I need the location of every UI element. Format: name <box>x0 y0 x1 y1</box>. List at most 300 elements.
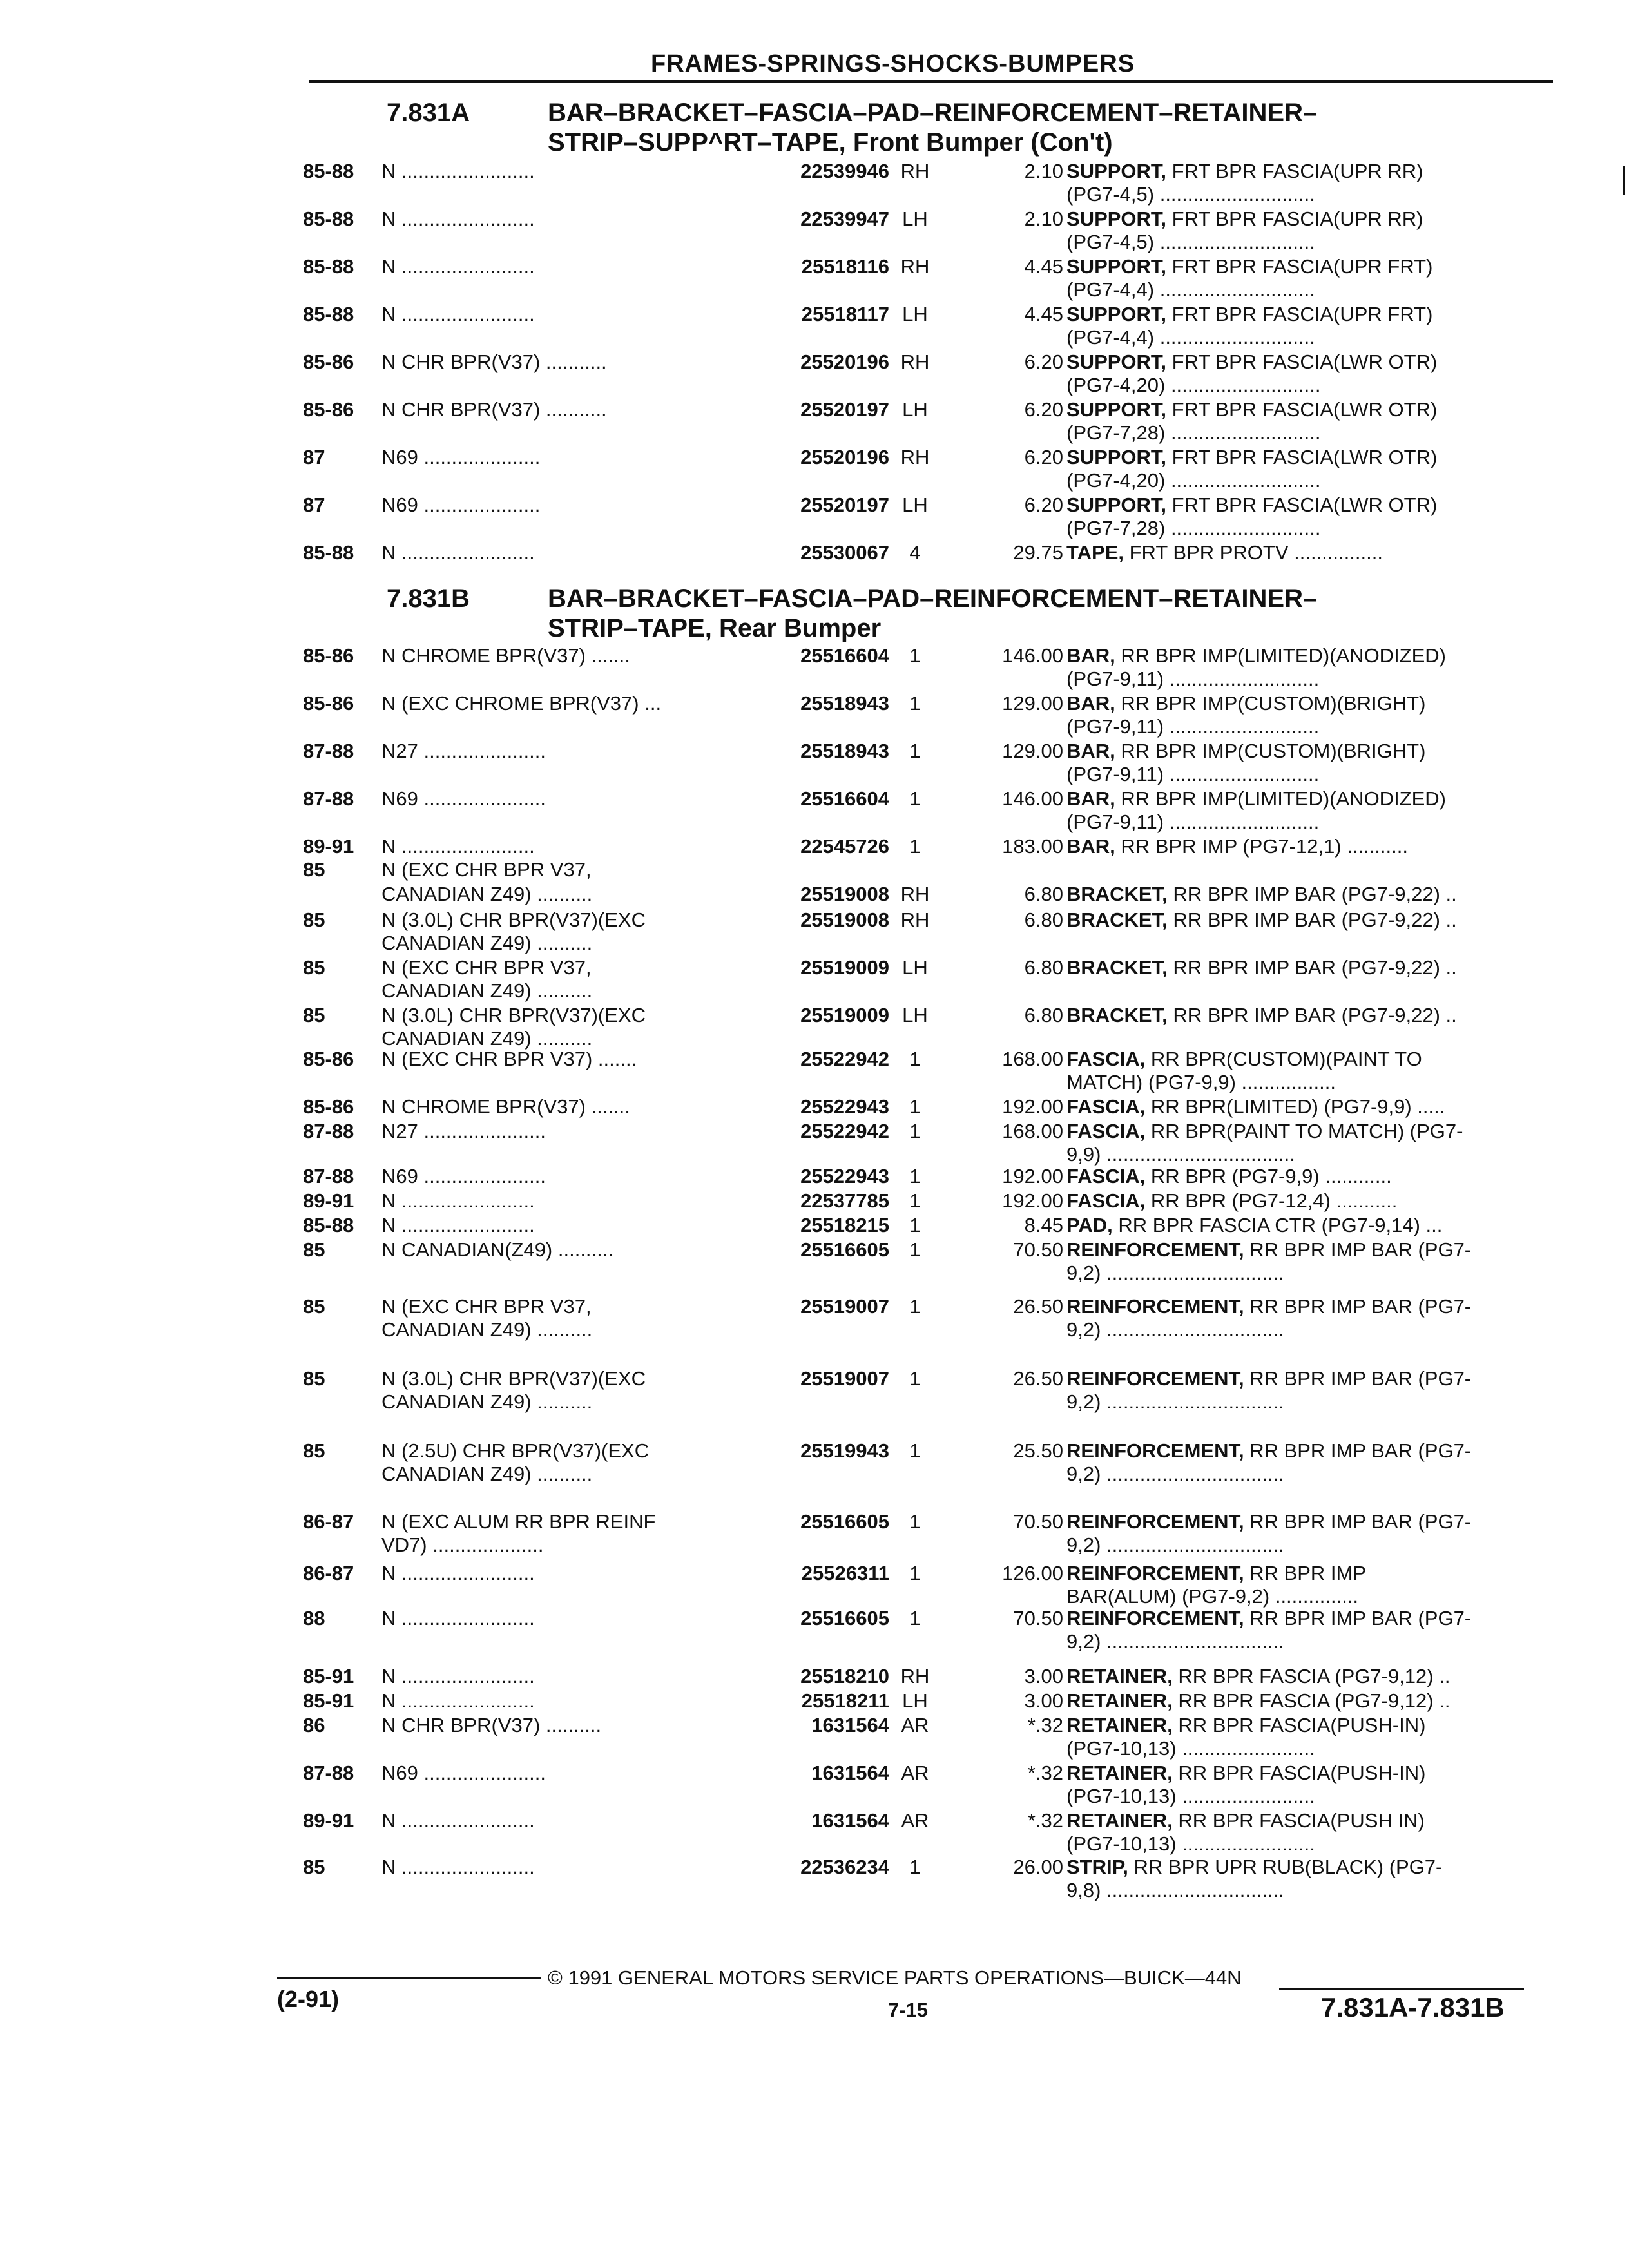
part-name-keyword: BAR, <box>1066 787 1115 810</box>
quantity: LH <box>902 1004 928 1026</box>
price: 168.00 <box>1002 1048 1063 1070</box>
part-name <box>1066 908 1537 932</box>
parts-row <box>303 303 1547 347</box>
usage-description: N ........................ <box>381 1665 535 1687</box>
part-name-detail: FRT BPR FASCIA(LWR OTR) (PG7-7,28) ........................... <box>1066 398 1438 444</box>
part-name-keyword: SUPPORT, <box>1066 303 1167 325</box>
model-year: 87 <box>303 446 325 468</box>
part-name-detail: FRT BPR FASCIA(UPR FRT) (PG7-4,4) ............................ <box>1066 303 1433 349</box>
usage-description: N (3.0L) CHR BPR(V37)(EXC CANADIAN Z49) .......... <box>381 1004 646 1050</box>
part-name <box>1066 1189 1537 1213</box>
part-number: 22545726 <box>800 835 889 858</box>
model-year: 85-88 <box>303 255 354 278</box>
part-number: 25519943 <box>800 1439 889 1462</box>
usage-description: N ........................ <box>381 1689 535 1712</box>
part-name <box>1066 1562 1537 1608</box>
part-number: 25519009 <box>800 1004 889 1026</box>
quantity: 1 <box>909 1295 921 1318</box>
part-name-detail: RR BPR IMP(CUSTOM)(BRIGHT) (PG7-9,11) ........................... <box>1066 740 1426 785</box>
quantity: 1 <box>909 787 921 810</box>
part-number: 25518943 <box>800 692 889 715</box>
part-name <box>1066 160 1537 206</box>
quantity: 1 <box>909 1510 921 1533</box>
part-number: 25530067 <box>800 541 889 564</box>
price: 70.50 <box>1013 1607 1063 1629</box>
model-year: 85 <box>303 908 325 931</box>
model-year: 85-86 <box>303 692 354 715</box>
usage-description: N ........................ <box>381 207 535 230</box>
price: 183.00 <box>1002 835 1063 858</box>
model-year: 89-91 <box>303 1189 354 1212</box>
part-number: 25518943 <box>800 740 889 762</box>
parts-row <box>303 351 1547 394</box>
part-name-keyword: SUPPORT, <box>1066 494 1167 516</box>
parts-row <box>303 1367 1547 1411</box>
price: 2.10 <box>1024 160 1063 182</box>
part-name-detail: RR BPR UPR RUB(BLACK) (PG7- 9,8) ................................ <box>1066 1856 1443 1901</box>
quantity: 1 <box>909 1165 921 1187</box>
usage-description: N ........................ <box>381 1214 535 1236</box>
quantity: AR <box>901 1714 929 1736</box>
usage-description: N (2.5U) CHR BPR(V37)(EXC CANADIAN Z49) .......... <box>381 1439 650 1485</box>
quantity: RH <box>900 908 930 931</box>
part-name-keyword: RETAINER, <box>1066 1689 1173 1712</box>
parts-row <box>303 494 1547 537</box>
usage-description: N27 ...................... <box>381 740 546 762</box>
part-name <box>1066 1165 1537 1188</box>
section-title: BAR–BRACKET–FASCIA–PAD–REINFORCEMENT–RETAINER– STRIP–TAPE, Rear Bumper <box>548 584 1318 642</box>
part-number: 25516604 <box>800 787 889 810</box>
usage-description: N69 ...................... <box>381 787 546 810</box>
parts-row <box>303 835 1547 879</box>
parts-row <box>303 1762 1547 1805</box>
model-year: 85-91 <box>303 1665 354 1687</box>
price: 146.00 <box>1002 787 1063 810</box>
part-name <box>1066 1665 1537 1688</box>
part-name-detail: RR BPR IMP(CUSTOM)(BRIGHT) (PG7-9,11) ........................... <box>1066 692 1426 738</box>
part-number: 22539946 <box>800 160 889 182</box>
price: 26.00 <box>1013 1856 1063 1878</box>
price: 4.45 <box>1024 303 1063 325</box>
part-name-detail: FRT BPR PROTV ................ <box>1124 541 1383 564</box>
usage-description: N (EXC CHROME BPR(V37) ... <box>381 692 662 715</box>
part-name <box>1066 883 1537 906</box>
parts-row <box>303 787 1547 831</box>
part-name <box>1066 351 1537 397</box>
price: 6.80 <box>1024 1004 1063 1026</box>
price: 192.00 <box>1002 1189 1063 1212</box>
model-year: 85-91 <box>303 1689 354 1712</box>
model-year: 87 <box>303 494 325 516</box>
part-name-detail: RR BPR IMP BAR (PG7- 9,2) ................................ <box>1066 1295 1472 1341</box>
part-name-detail: RR BPR IMP BAR (PG7- 9,2) ................................ <box>1066 1439 1472 1485</box>
part-name <box>1066 1607 1537 1653</box>
part-name-detail: RR BPR FASCIA(PUSH-IN) (PG7-10,13) ........................ <box>1066 1762 1426 1807</box>
footer-rule-right <box>1279 1988 1524 1990</box>
parts-row <box>303 1004 1547 1048</box>
part-name <box>1066 1367 1537 1414</box>
usage-description: N CHR BPR(V37) .......... <box>381 1714 602 1736</box>
part-name <box>1066 692 1537 738</box>
price: 2.10 <box>1024 207 1063 230</box>
section-title: BAR–BRACKET–FASCIA–PAD–REINFORCEMENT–RETAINER– STRIP–SUPP^RT–TAPE, Front Bumper (Con't) <box>548 99 1318 157</box>
quantity: 1 <box>909 1856 921 1878</box>
part-name-keyword: BAR, <box>1066 835 1115 858</box>
quantity: LH <box>902 303 928 325</box>
price: 70.50 <box>1013 1510 1063 1533</box>
price: 8.45 <box>1024 1214 1063 1236</box>
price: 168.00 <box>1002 1120 1063 1142</box>
usage-description: N CHR BPR(V37) ........... <box>381 398 607 421</box>
parts-row <box>303 1048 1547 1091</box>
usage-description: N (3.0L) CHR BPR(V37)(EXC CANADIAN Z49) .......... <box>381 908 646 954</box>
part-name-detail: RR BPR IMP(LIMITED)(ANODIZED) (PG7-9,11) ........................... <box>1066 644 1447 690</box>
part-name <box>1066 1689 1537 1713</box>
quantity: 1 <box>909 1189 921 1212</box>
usage-description: N ........................ <box>381 541 535 564</box>
model-year: 88 <box>303 1607 325 1629</box>
parts-row <box>303 1295 1547 1339</box>
part-number: 25520197 <box>800 398 889 421</box>
part-number: 25516605 <box>800 1238 889 1261</box>
part-name-keyword: REINFORCEMENT, <box>1066 1510 1244 1533</box>
price: *.32 <box>1027 1714 1063 1736</box>
parts-row <box>303 644 1547 688</box>
price: 6.80 <box>1024 908 1063 931</box>
part-name-detail: RR BPR(LIMITED) (PG7-9,9) ..... <box>1145 1095 1445 1118</box>
parts-row <box>303 1439 1547 1483</box>
model-year: 89-91 85 <box>303 835 354 881</box>
part-name-keyword: BAR, <box>1066 740 1115 762</box>
part-name-detail: FRT BPR FASCIA(LWR OTR) (PG7-4,20) ........................... <box>1066 351 1438 396</box>
part-name-detail: RR BPR IMP BAR(ALUM) (PG7-9,2) ............... <box>1066 1562 1367 1608</box>
usage-description: N CANADIAN(Z49) .......... <box>381 1238 613 1261</box>
price: 4.45 <box>1024 255 1063 278</box>
part-number: 22536234 <box>800 1856 889 1878</box>
part-name-detail: FRT BPR FASCIA(UPR RR) (PG7-4,5) ............................ <box>1066 160 1423 206</box>
usage-description: N69 ..................... <box>381 446 541 468</box>
quantity: 1 <box>909 1095 921 1118</box>
usage-description: N (EXC CHR BPR V37, CANADIAN Z49) .......... <box>381 1295 593 1341</box>
usage-description: N ........................ <box>381 1607 535 1629</box>
usage-description: N (EXC ALUM RR BPR REINF VD7) .................... <box>381 1510 656 1556</box>
part-name-detail: RR BPR FASCIA (PG7-9,12) .. <box>1172 1665 1451 1687</box>
part-number: 25522943 <box>800 1095 889 1118</box>
part-number: 22539947 <box>800 207 889 230</box>
model-year: 85 <box>303 1295 325 1318</box>
usage-description: N69 ...................... <box>381 1165 546 1187</box>
model-year: 86-87 <box>303 1510 354 1533</box>
part-number: 25518116 <box>801 255 889 278</box>
header-rule <box>309 80 1553 83</box>
usage-description: N CHROME BPR(V37) ....... <box>381 644 630 667</box>
usage-description: N ........................ <box>381 160 535 182</box>
usage-description: CANADIAN Z49) .......... <box>381 883 593 905</box>
part-name <box>1066 787 1537 834</box>
price: 6.20 <box>1024 494 1063 516</box>
part-name <box>1066 956 1537 979</box>
part-name <box>1066 494 1537 540</box>
part-number: 25519007 <box>800 1295 889 1318</box>
quantity: RH <box>900 160 930 182</box>
model-year: 85-86 <box>303 1095 354 1118</box>
usage-description: N ........................ <box>381 255 535 278</box>
part-name <box>1066 644 1537 691</box>
model-year: 85 <box>303 1238 325 1261</box>
section-number: 7.831A <box>387 99 470 127</box>
model-year: 87-88 <box>303 1120 354 1142</box>
parts-row <box>303 207 1547 251</box>
quantity: 1 <box>909 1562 921 1584</box>
part-number: 25518215 <box>800 1214 889 1236</box>
quantity: 1 <box>909 1048 921 1070</box>
part-name-detail: RR BPR(CUSTOM)(PAINT TO MATCH) (PG7-9,9) ................. <box>1066 1048 1422 1093</box>
part-number: 25522943 <box>800 1165 889 1187</box>
part-name-detail: RR BPR FASCIA (PG7-9,12) .. <box>1172 1689 1451 1712</box>
parts-row <box>303 692 1547 736</box>
part-number: 25520197 <box>800 494 889 516</box>
part-name-detail: FRT BPR FASCIA(LWR OTR) (PG7-7,28) ........................... <box>1066 494 1438 539</box>
part-number: 25519007 <box>800 1367 889 1390</box>
model-year: 86 <box>303 1714 325 1736</box>
usage-description: N ........................ N (EXC CHR BPR V37, <box>381 835 592 881</box>
usage-description: N69 ...................... <box>381 1762 546 1784</box>
margin-mark <box>1623 166 1625 195</box>
part-name-keyword: SUPPORT, <box>1066 446 1167 468</box>
part-name-keyword: SUPPORT, <box>1066 207 1167 230</box>
parts-row <box>303 1120 1547 1164</box>
part-name-detail: RR BPR IMP BAR (PG7- 9,2) ................................ <box>1066 1238 1472 1284</box>
part-number: 1631564 <box>811 1714 889 1736</box>
part-name <box>1066 1095 1537 1119</box>
quantity: LH <box>902 956 928 979</box>
part-number: 25516605 <box>800 1607 889 1629</box>
part-name-keyword: BAR, <box>1066 644 1115 667</box>
part-name-keyword: PAD, <box>1066 1214 1113 1236</box>
part-name-detail: RR BPR FASCIA(PUSH IN) (PG7-10,13) ........................ <box>1066 1809 1425 1855</box>
part-name <box>1066 740 1537 786</box>
part-name-detail: RR BPR IMP (PG7-12,1) ........... <box>1115 835 1408 858</box>
part-name-keyword: BRACKET, <box>1066 883 1168 905</box>
quantity: LH <box>902 398 928 421</box>
parts-row <box>303 1607 1547 1651</box>
part-name-keyword: FASCIA, <box>1066 1095 1146 1118</box>
quantity: RH <box>900 883 930 905</box>
part-number: 25518210 <box>800 1665 889 1687</box>
part-name-keyword: STRIP, <box>1066 1856 1128 1878</box>
part-name-keyword: REINFORCEMENT, <box>1066 1238 1244 1261</box>
part-name-keyword: SUPPORT, <box>1066 351 1167 373</box>
part-number: 25519008 <box>800 908 889 931</box>
price: 26.50 <box>1013 1295 1063 1318</box>
section-number: 7.831B <box>387 584 470 613</box>
price: 129.00 <box>1002 740 1063 762</box>
quantity: 1 <box>909 1439 921 1462</box>
price: 129.00 <box>1002 692 1063 715</box>
price: 26.50 <box>1013 1367 1063 1390</box>
model-year: 85-86 <box>303 398 354 421</box>
part-name-keyword: RETAINER, <box>1066 1762 1173 1784</box>
part-number: 1631564 <box>811 1809 889 1832</box>
model-year: 85-86 <box>303 644 354 667</box>
part-name <box>1066 1120 1537 1166</box>
footer-date-code: (2-91) <box>277 1986 340 2012</box>
parts-row <box>303 255 1547 299</box>
part-name-keyword: SUPPORT, <box>1066 160 1167 182</box>
part-name-keyword: REINFORCEMENT, <box>1066 1607 1244 1629</box>
quantity: RH <box>900 1665 930 1687</box>
part-number: 25522942 <box>800 1120 889 1142</box>
part-name <box>1066 541 1537 564</box>
parts-row <box>303 160 1547 204</box>
price: 126.00 <box>1002 1562 1063 1584</box>
part-name-detail: RR BPR (PG7-9,9) ............ <box>1145 1165 1392 1187</box>
model-year: 85 <box>303 1856 325 1878</box>
model-year: 85-88 <box>303 303 354 325</box>
part-name-detail: FRT BPR FASCIA(LWR OTR) (PG7-4,20) ........................... <box>1066 446 1438 492</box>
part-name <box>1066 1214 1537 1237</box>
model-year: 85-88 <box>303 160 354 182</box>
part-name-keyword: TAPE, <box>1066 541 1124 564</box>
quantity: 1 <box>909 1238 921 1261</box>
model-year: 85 <box>303 1367 325 1390</box>
usage-description: N27 ...................... <box>381 1120 546 1142</box>
usage-description: N ........................ <box>381 303 535 325</box>
part-name <box>1066 1762 1537 1808</box>
model-year: 85-88 <box>303 1214 354 1236</box>
footer-rule-left <box>277 1977 541 1979</box>
footer-copyright: © 1991 GENERAL MOTORS SERVICE PARTS OPERATIONS—BUICK—44N <box>548 1966 1242 1989</box>
quantity: 1 <box>909 1367 921 1390</box>
quantity: LH <box>902 1689 928 1712</box>
price: 192.00 <box>1002 1165 1063 1187</box>
usage-description: N ........................ <box>381 1856 535 1878</box>
model-year: 87-88 <box>303 787 354 810</box>
part-name-keyword: BRACKET, <box>1066 956 1168 979</box>
part-name <box>1066 1809 1537 1856</box>
quantity: LH <box>902 494 928 516</box>
quantity: 1 <box>909 692 921 715</box>
part-name-keyword: RETAINER, <box>1066 1809 1173 1832</box>
parts-row <box>303 1238 1547 1282</box>
quantity: 1 <box>909 644 921 667</box>
part-name-detail: RR BPR IMP BAR (PG7- 9,2) ................................ <box>1066 1510 1472 1556</box>
price: 3.00 <box>1024 1665 1063 1687</box>
part-name <box>1066 1439 1537 1486</box>
part-number: 25522942 <box>800 1048 889 1070</box>
part-name <box>1066 398 1537 445</box>
price: *.32 <box>1027 1762 1063 1784</box>
part-name-detail: RR BPR FASCIA CTR (PG7-9,14) ... <box>1112 1214 1443 1236</box>
model-year: 87-88 <box>303 740 354 762</box>
part-name-keyword: REINFORCEMENT, <box>1066 1295 1244 1318</box>
part-number: 25520196 <box>800 446 889 468</box>
footer-page-number: 7-15 <box>888 1999 929 2021</box>
part-name-keyword: REINFORCEMENT, <box>1066 1367 1244 1390</box>
price: *.32 <box>1027 1809 1063 1832</box>
parts-row <box>303 398 1547 442</box>
part-number: 1631564 <box>811 1762 889 1784</box>
usage-description: N ........................ <box>381 1189 535 1212</box>
usage-description: N ........................ <box>381 1809 535 1832</box>
part-name-keyword: RETAINER, <box>1066 1665 1173 1687</box>
model-year: 87-88 <box>303 1762 354 1784</box>
part-name <box>1066 1714 1537 1760</box>
part-name <box>1066 207 1537 254</box>
part-name-detail: RR BPR IMP BAR (PG7- 9,2) ................................ <box>1066 1367 1472 1413</box>
price: 6.20 <box>1024 398 1063 421</box>
model-year: 87-88 <box>303 1165 354 1187</box>
model-year: 85-86 <box>303 351 354 373</box>
part-name-keyword: FASCIA, <box>1066 1189 1146 1212</box>
quantity: 4 <box>909 541 921 564</box>
model-year: 85 <box>303 956 325 979</box>
parts-row <box>303 541 1547 585</box>
part-name-keyword: SUPPORT, <box>1066 255 1167 278</box>
part-name <box>1066 446 1537 492</box>
part-number: 25526311 <box>801 1562 889 1584</box>
part-name-keyword: SUPPORT, <box>1066 398 1167 421</box>
part-number: 25516604 <box>800 644 889 667</box>
parts-row <box>303 956 1547 1000</box>
quantity: RH <box>900 351 930 373</box>
model-year: 85 <box>303 1004 325 1026</box>
parts-row <box>303 446 1547 490</box>
quantity: 1 <box>909 1607 921 1629</box>
price: 70.50 <box>1013 1238 1063 1261</box>
quantity: 1 <box>909 835 921 858</box>
price: 3.00 <box>1024 1689 1063 1712</box>
parts-row <box>303 740 1547 783</box>
part-name <box>1066 1238 1537 1285</box>
part-name-detail: RR BPR IMP BAR (PG7-9,22) .. <box>1167 908 1457 931</box>
part-name-keyword: FASCIA, <box>1066 1165 1146 1187</box>
part-name-keyword: BRACKET, <box>1066 908 1168 931</box>
price: 29.75 <box>1013 541 1063 564</box>
part-name <box>1066 1004 1537 1027</box>
part-number: 22537785 <box>800 1189 889 1212</box>
quantity: LH <box>902 207 928 230</box>
usage-description: N ........................ <box>381 1562 535 1584</box>
model-year: 89-91 <box>303 1809 354 1832</box>
part-name-detail: RR BPR IMP(LIMITED)(ANODIZED) (PG7-9,11) ........................... <box>1066 787 1447 833</box>
part-name <box>1066 835 1537 858</box>
part-name-keyword: RETAINER, <box>1066 1714 1173 1736</box>
part-name <box>1066 1856 1537 1902</box>
quantity: AR <box>901 1762 929 1784</box>
part-name-keyword: BRACKET, <box>1066 1004 1168 1026</box>
part-name-keyword: FASCIA, <box>1066 1048 1146 1070</box>
price: 192.00 <box>1002 1095 1063 1118</box>
model-year: 85-88 <box>303 541 354 564</box>
usage-description: N (EXC CHR BPR V37, CANADIAN Z49) .......... <box>381 956 593 1002</box>
part-name <box>1066 1048 1537 1094</box>
part-number: 25519009 <box>800 956 889 979</box>
usage-description: N CHR BPR(V37) ........... <box>381 351 607 373</box>
part-name-detail: RR BPR IMP BAR (PG7-9,22) .. <box>1167 956 1457 979</box>
part-name-detail: RR BPR IMP BAR (PG7- 9,2) ................................ <box>1066 1607 1472 1653</box>
part-number: 25516605 <box>800 1510 889 1533</box>
price: 146.00 <box>1002 644 1063 667</box>
usage-description: N CHROME BPR(V37) ....... <box>381 1095 630 1118</box>
part-name-keyword: BAR, <box>1066 692 1115 715</box>
model-year: 85-86 <box>303 1048 354 1070</box>
part-name-detail: RR BPR(PAINT TO MATCH) (PG7- 9,9) .................................. <box>1066 1120 1463 1166</box>
quantity: 1 <box>909 740 921 762</box>
usage-description: N (EXC CHR BPR V37) ....... <box>381 1048 637 1070</box>
price: 6.80 <box>1024 883 1063 905</box>
parts-row <box>303 908 1547 952</box>
